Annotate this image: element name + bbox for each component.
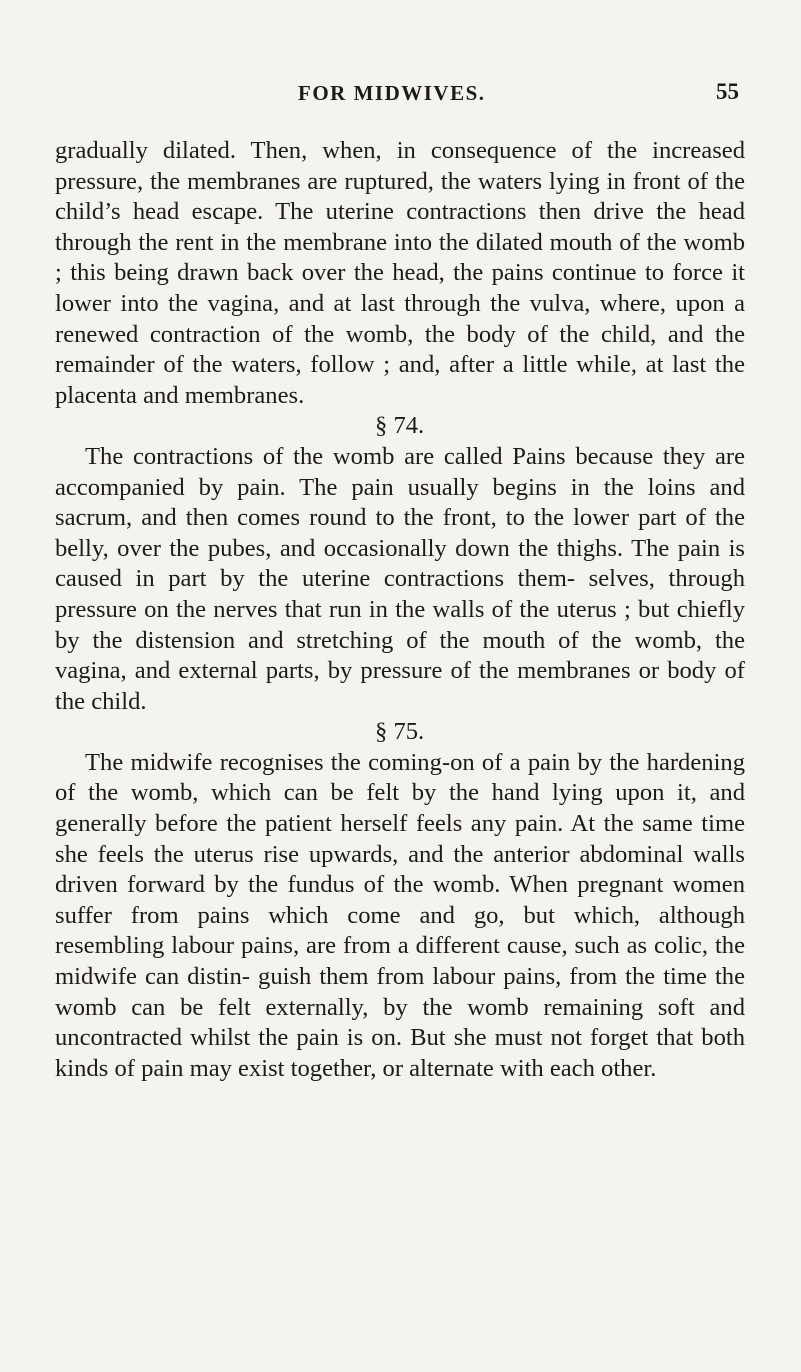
running-title: FOR MIDWIVES. — [298, 81, 486, 105]
section-heading-75: § 75. — [375, 718, 425, 746]
page-number: 55 — [716, 79, 739, 104]
body-text — [55, 136, 745, 1084]
paragraph-pains: The contractions of the womb are called Pains because they are accompanied by pain. The pain usually begins in the loins and sacrum, and then comes round to the front, to the lower part of the belly, over the pubes, and occasionally down the thighs. The pain is caused in part by the uterine contractions them- selves, through pressure on the nerves that run in the walls of the uterus ; but chiefly by the distension and stretching of the mouth of the womb, the vagina, and external parts, by pressure of the membranes or body of the child. — [55, 442, 745, 715]
running-head — [0, 79, 801, 109]
paragraph-recognition: The midwife recognises the coming-on of a pain by the hardening of the womb, which can be felt by the hand lying upon it, and generally before the patient herself feels any pain. At the same time she feels the uterus rise upwards, and the anterior abdominal walls driven forward by the fundus of the womb. When pregnant women suffer from pains which come and go, but which, although resembling labour pains, are from a different cause, such as colic, the midwife can distin- guish them from labour pains, from the time the womb can be felt externally, by the womb remaining soft and uncontracted whilst the pain is on. But she must not forget that both kinds of pain may exist together, or alternate with each other. — [55, 748, 745, 1082]
paragraph-continuation: gradually dilated. Then, when, in consequence of the increased pressure, the membranes are ruptured, the waters lying in front of the child’s head escape. The uterine contractions then drive the head through the rent in the membrane into the dilated mouth of the womb ; this being drawn back over the head, the pains continue to force it lower into the vagina, and at last through the vulva, where, upon a renewed contraction of the womb, the body of the child, and the remainder of the waters, follow ; and, after a little while, at last the placenta and membranes. — [55, 137, 745, 409]
section-heading-74: § 74. — [375, 412, 425, 440]
